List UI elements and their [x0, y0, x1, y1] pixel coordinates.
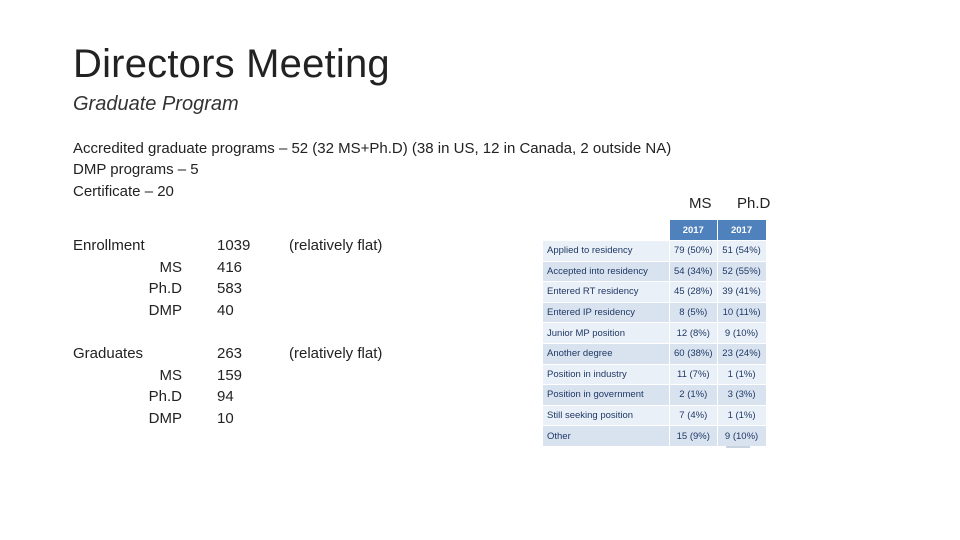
outcomes-header-phd-year: 2017 — [717, 220, 766, 241]
row-label: Other — [543, 426, 670, 447]
table-row — [543, 323, 767, 344]
enrollment-label: Enrollment — [73, 237, 145, 254]
enrollment-ms-label: MS — [159, 259, 182, 276]
slide-title: Directors Meeting — [73, 42, 390, 86]
row-label: Position in government — [543, 385, 670, 406]
outcomes-table — [542, 219, 767, 447]
table-row — [543, 343, 767, 364]
row-label: Position in industry — [543, 364, 670, 385]
table-row — [543, 261, 767, 282]
row-label: Accepted into residency — [543, 261, 670, 282]
graduates-dmp-value: 10 — [217, 410, 234, 427]
row-label: Junior MP position — [543, 323, 670, 344]
phd-cell: 23 (24%) — [717, 343, 766, 364]
ms-cell: 54 (34%) — [670, 261, 718, 282]
table-row — [543, 241, 767, 262]
ms-cell: 11 (7%) — [670, 364, 718, 385]
table-row — [543, 405, 767, 426]
graduates-ms-label: MS — [159, 367, 182, 384]
ms-cell: 2 (1%) — [670, 385, 718, 406]
row-label: Entered RT residency — [543, 282, 670, 303]
phd-cell: 52 (55%) — [717, 261, 766, 282]
outcomes-header-blank — [543, 220, 670, 241]
certificate-line: Certificate – 20 — [73, 183, 174, 200]
graduates-phd-value: 94 — [217, 388, 234, 405]
phd-cell: 9 (10%) — [717, 323, 766, 344]
enrollment-ms-value: 416 — [217, 259, 243, 276]
graduates-label: Graduates — [73, 345, 144, 362]
enrollment-phd-label: Ph.D — [148, 280, 182, 297]
enrollment-phd-value: 583 — [217, 280, 243, 297]
table-row — [543, 282, 767, 303]
graduates-phd-label: Ph.D — [148, 388, 182, 405]
enrollment-note: (relatively flat) — [289, 237, 383, 254]
enrollment-dmp-label: DMP — [148, 302, 182, 319]
phd-cell: 10 (11%) — [717, 302, 766, 323]
row-label: Another degree — [543, 343, 670, 364]
ms-cell: 12 (8%) — [670, 323, 718, 344]
enrollment-total: 1039 — [217, 237, 251, 254]
outcomes-header-ms-year: 2017 — [670, 220, 718, 241]
ms-cell: 45 (28%) — [670, 282, 718, 303]
graduates-note: (relatively flat) — [289, 345, 383, 362]
phd-column-heading: Ph.D — [737, 195, 771, 212]
table-row — [543, 302, 767, 323]
enrollment-dmp-value: 40 — [217, 302, 234, 319]
ms-column-heading: MS — [689, 195, 712, 212]
ms-cell: 60 (38%) — [670, 343, 718, 364]
ms-cell: 15 (9%) — [670, 426, 718, 447]
phd-cell: 51 (54%) — [717, 241, 766, 262]
phd-cell: 39 (41%) — [717, 282, 766, 303]
row-label: Still seeking position — [543, 405, 670, 426]
accredited-programs-line: Accredited graduate programs – 52 (32 MS+Ph.D) (38 in US, 12 in Canada, 2 outside NA) — [73, 140, 672, 157]
table-row — [543, 426, 767, 447]
ms-cell: 8 (5%) — [670, 302, 718, 323]
outcomes-table-header-row — [543, 220, 767, 241]
table-row — [543, 385, 767, 406]
table-footer-mark — [726, 446, 750, 448]
row-label: Applied to residency — [543, 241, 670, 262]
slide-subtitle: Graduate Program — [73, 93, 239, 115]
table-row — [543, 364, 767, 385]
ms-cell: 79 (50%) — [670, 241, 718, 262]
graduates-dmp-label: DMP — [148, 410, 182, 427]
graduates-ms-value: 159 — [217, 367, 243, 384]
graduates-total: 263 — [217, 345, 243, 362]
dmp-programs-line: DMP programs – 5 — [73, 161, 199, 178]
phd-cell: 1 (1%) — [717, 405, 766, 426]
phd-cell: 3 (3%) — [717, 385, 766, 406]
phd-cell: 9 (10%) — [717, 426, 766, 447]
row-label: Entered IP residency — [543, 302, 670, 323]
phd-cell: 1 (1%) — [717, 364, 766, 385]
ms-cell: 7 (4%) — [670, 405, 718, 426]
